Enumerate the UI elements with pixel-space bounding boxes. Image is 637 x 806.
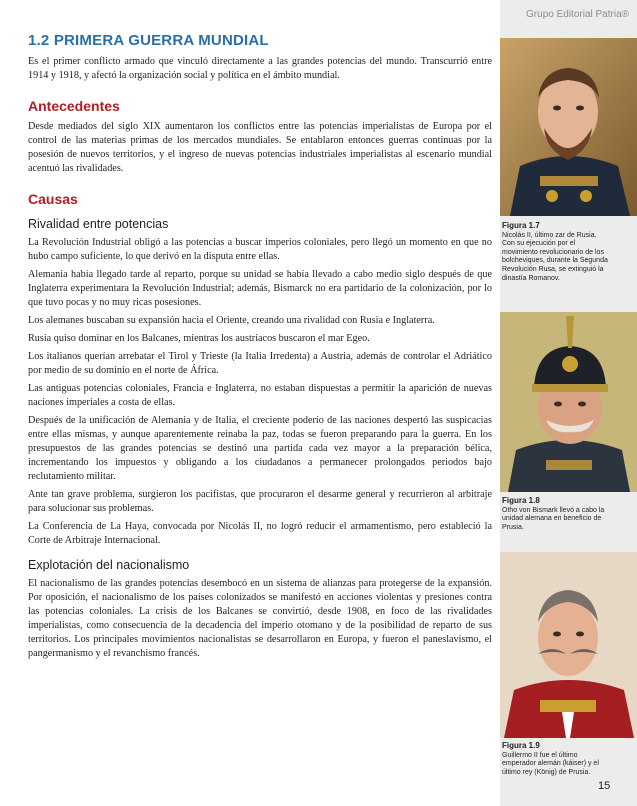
antecedentes-heading: Antecedentes [28, 98, 120, 114]
figure-1-8-caption [502, 497, 610, 532]
figure-1-9-label: Figura 1.9 [502, 741, 540, 750]
rivalidad-paragraph: Alemania había llegado tarde al reparto, porque su unidad se había llevado a cabo medio siglo después de que Inglaterra experimentara la Revolución Industrial; además, Bismarck no era partidario de la colonización, por lo que tuvo pocas y no muy ricas posesiones. [28, 269, 492, 308]
figure-1-8-label: Figura 1.8 [502, 496, 540, 505]
rivalidad-paragraph: Las antiguas potencias coloniales, Francia e Inglaterra, no estaban dispuestas a permitir la aparición de nuevas naciones imperiales a costa de ellas. [28, 383, 492, 408]
figure-1-7-caption [502, 222, 610, 283]
rivalidad-paragraph: Ante tan grave problema, surgieron los pacifistas, que procuraron el desarme general y recurrieron al arbitraje para solucionar sus problemas. [28, 489, 492, 514]
figure-bismarck-portrait [500, 312, 637, 492]
nacionalismo-paragraph: El nacionalismo de las grandes potencias desembocó en un sistema de alianzas para protegerse de la expansión. Por oposición, el nacionalismo de los países colonizados se manifestó en acciones violentas y presiones contra las potencias coloniales. La crisis de los Balcanes se convirtió, desde 1908, en foco de las rivalidades imperialistas, como consecuencia de la decadencia del imperio otomano y de la posibilidad de reparto de sus territorios. Los principales movimientos nacionalistas se desarrollaron en Europa, y fueron el paneslavismo, el pangermanismo y el revanchismo francés. [28, 578, 492, 659]
rivalidad-paragraph: Los alemanes buscaban su expansión hacia el Oriente, creando una rivalidad con Rusia e Inglaterra. [28, 315, 435, 326]
page-number: 15 [598, 780, 611, 792]
rivalidad-paragraph: Los italianos querían arrebatar el Tirol y Trieste (la Italia Irredenta) a Austria, además de controlar el Adriático por medio de su dominio en el norte de África. [28, 351, 492, 376]
figure-nicolas-ii-portrait [500, 38, 637, 216]
rivalidad-paragraph: Rusia quiso dominar en los Balcanes, mientras los austriacos buscaron el mar Egeo. [28, 333, 370, 344]
antecedentes-paragraph: Desde mediados del siglo XIX aumentaron los conflictos entre las potencias imperialistas de Europa por el control de las materias primas de los mercados mundiales. Se entablaron entonces guerras continuas por la posesión de nuevos territorios, y el ingreso de nuevas potencias industriales imperialistas al escenario mundial acentuó las rivalidades. [28, 121, 492, 174]
rivalidad-heading: Rivalidad entre potencias [28, 217, 169, 231]
figure-guillermo-ii-portrait [500, 552, 637, 738]
main-content [28, 32, 492, 665]
rivalidad-paragraph: La Revolución Industrial obligó a las potencias a buscar imperios coloniales, pero llegó un momento en que no hubo campo suficiente, lo que derivó en la disputa entre ellas. [28, 237, 492, 262]
rivalidad-paragraph: Después de la unificación de Alemania y de Italia, el creciente poderío de las naciones despertó las suspicacias entre ellas mismas, y aunque aparentemente reinaba la paz, todas se fueron preparando para la guerra. En los presupuestos de las grandes potencias se destinó una partida cada vez mayor a la preparación bélica, incrementando los impuestos y obligando a los ciudadanos a permanecer prolongados periodos bajo reclutamiento militar. [28, 415, 492, 482]
rivalidad-paragraph: La Conferencia de La Haya, convocada por Nicolás II, no logró reducir el armamentismo, pero estableció la Corte de Arbitraje Internacional. [28, 521, 492, 546]
intro-paragraph: Es el primer conflicto armado que vinculó directamente a las grandes potencias del mundo. Transcurrió entre 1914 y 1918, y afectó la organización social y política en el ámbito mundial. [28, 56, 492, 81]
figure-1-7-text: Nicolás II, último zar de Rusia. Con su ejecución por el movimiento revolucionario de los bolcheviques, durante la Segunda Revolución Rusa, se extinguió la dinastía Romanov. [502, 231, 608, 282]
figure-1-8-text: Otho von Bismark llevó a cabo la unidad alemana en beneficio de Prusia. [502, 506, 605, 531]
figure-1-7-label: Figura 1.7 [502, 221, 540, 230]
nacionalismo-heading: Explotación del nacionalismo [28, 558, 190, 572]
figure-1-9-caption [502, 742, 610, 777]
publisher-name: Grupo Editorial Patria® [526, 9, 629, 20]
figure-1-9-text: Guillermo II fue el último emperador alemán (káiser) y el último rey (König) de Prusia. [502, 751, 599, 776]
section-title: 1.2 PRIMERA GUERRA MUNDIAL [28, 32, 269, 49]
causas-heading: Causas [28, 191, 78, 207]
